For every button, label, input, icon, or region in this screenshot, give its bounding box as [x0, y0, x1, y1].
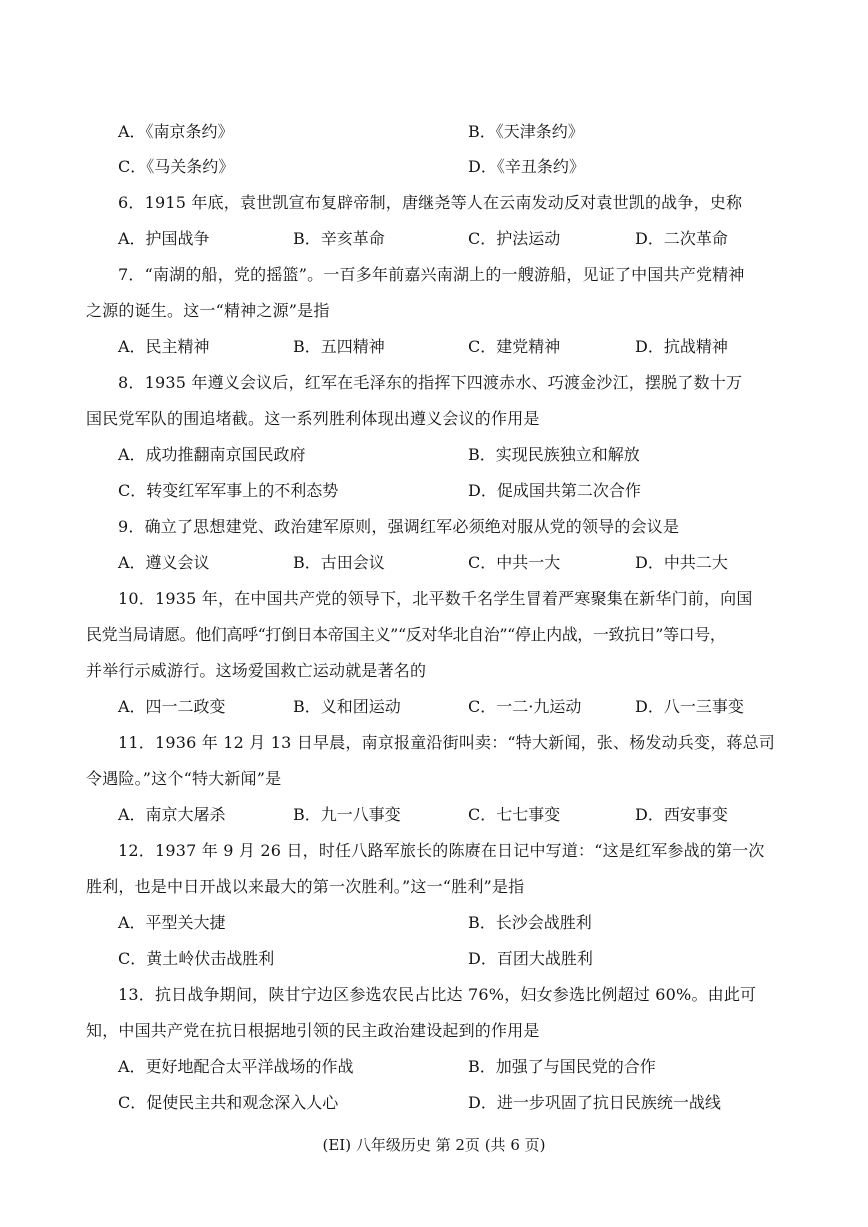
q7-stem-line-2: 之源的诞生。这一“精神之源”是指 — [86, 301, 330, 320]
q6-option-c: C．护法运动 — [468, 229, 561, 248]
q8-stem-line-2: 国民党军队的围追堵截。这一系列胜利体现出遵义会议的作用是 — [86, 409, 540, 428]
q6-option-d: D．二次革命 — [635, 229, 728, 248]
q12-stem-line-2: 胜利，也是中日开战以来最大的第一次胜利。”这一“胜利”是指 — [86, 877, 525, 896]
q10-stem-line-3: 并举行示威游行。这场爱国救亡运动就是著名的 — [86, 661, 427, 680]
q8-option-d: D．促成国共第二次合作 — [468, 481, 641, 500]
q11-option-d: D．西安事变 — [635, 805, 728, 824]
q10-option-d: D．八一三事变 — [635, 697, 744, 716]
q12-option-b: B．长沙会战胜利 — [468, 913, 592, 932]
q10-option-a: A．四一二政变 — [118, 697, 226, 716]
q8-option-c: C．转变红军军事上的不利态势 — [118, 481, 339, 500]
q11-option-b: B．九一八事变 — [293, 805, 401, 824]
q13-option-b: B．加强了与国民党的合作 — [468, 1057, 656, 1076]
q7-option-d: D．抗战精神 — [635, 337, 728, 356]
q8-option-b: B．实现民族独立和解放 — [468, 445, 640, 464]
q6-stem-line-1: 6．1915 年底，袁世凯宣布复辟帝制，唐继尧等人在云南发动反对袁世凯的战争，史称 — [118, 193, 743, 212]
q10-option-b: B．义和团运动 — [293, 697, 401, 716]
q11-stem-line-1: 11．1936 年 12 月 13 日早晨，南京报童沿街叫卖：“特大新闻，张、杨发动兵变，蒋总司 — [118, 733, 776, 752]
q11-stem-line-2: 令遇险。”这个“特大新闻”是 — [86, 769, 282, 788]
q6-option-b: B．辛亥革命 — [293, 229, 385, 248]
q13-option-d: D．进一步巩固了抗日民族统一战线 — [468, 1093, 721, 1112]
q9-option-d: D．中共二大 — [635, 553, 728, 572]
q6-option-a: A．护国战争 — [118, 229, 210, 248]
q7-stem-line-1: 7．“南湖的船，党的摇篮”。一百多年前嘉兴南湖上的一艘游船，见证了中国共产党精神 — [118, 265, 745, 284]
q12-option-a: A．平型关大捷 — [118, 913, 226, 932]
q10-stem-line-2: 民党当局请愿。他们高呼“打倒日本帝国主义”“反对华北自治”“停止内战，一致抗日”等口号， — [86, 625, 726, 644]
q9-option-c: C．中共一大 — [468, 553, 561, 572]
q13-stem-line-1: 13．抗日战争期间，陕甘宁边区参选农民占比达 76%，妇女参选比例超过 60%。由此可 — [118, 985, 757, 1004]
q9-option-b: B．古田会议 — [293, 553, 385, 572]
q13-stem-line-2: 知，中国共产党在抗日根据地引领的民主政治建设起到的作用是 — [86, 1021, 540, 1040]
page-footer: (EI) 八年级历史 第 2页 (共 6 页) — [322, 1136, 546, 1154]
q11-option-c: C．七七事变 — [468, 805, 561, 824]
q7-option-b: B．五四精神 — [293, 337, 385, 356]
q13-option-a: A．更好地配合太平洋战场的作战 — [118, 1057, 354, 1076]
q12-stem-line-1: 12．1937 年 9 月 26 日，时任八路军旅长的陈赓在日记中写道：“这是红军参战的第一次 — [118, 841, 765, 860]
q5-option-b: B．《天津条约》 — [468, 122, 584, 141]
q10-stem-line-1: 10．1935 年，在中国共产党的领导下，北平数千名学生冒着严寒聚集在新华门前，向国 — [118, 589, 753, 608]
q13-option-c: C．促使民主共和观念深入人心 — [118, 1093, 339, 1112]
q7-option-a: A．民主精神 — [118, 337, 210, 356]
q5-option-c: C．《马关条约》 — [118, 157, 235, 176]
q7-option-c: C．建党精神 — [468, 337, 561, 356]
q9-option-a: A．遵义会议 — [118, 553, 210, 572]
q5-option-a: A．《南京条约》 — [118, 122, 234, 141]
q5-option-d: D．《辛丑条约》 — [468, 157, 585, 176]
q8-stem-line-1: 8．1935 年遵义会议后，红军在毛泽东的指挥下四渡赤水、巧渡金沙江，摆脱了数十万 — [118, 373, 743, 392]
q8-option-a: A．成功推翻南京国民政府 — [118, 445, 306, 464]
q12-option-d: D．百团大战胜利 — [468, 949, 593, 968]
q11-option-a: A．南京大屠杀 — [118, 805, 226, 824]
q9-stem-line-1: 9．确立了思想建党、政治建军原则，强调红军必须绝对服从党的领导的会议是 — [118, 517, 680, 536]
q12-option-c: C．黄土岭伏击战胜利 — [118, 949, 275, 968]
q10-option-c: C．一二·九运动 — [468, 697, 582, 716]
